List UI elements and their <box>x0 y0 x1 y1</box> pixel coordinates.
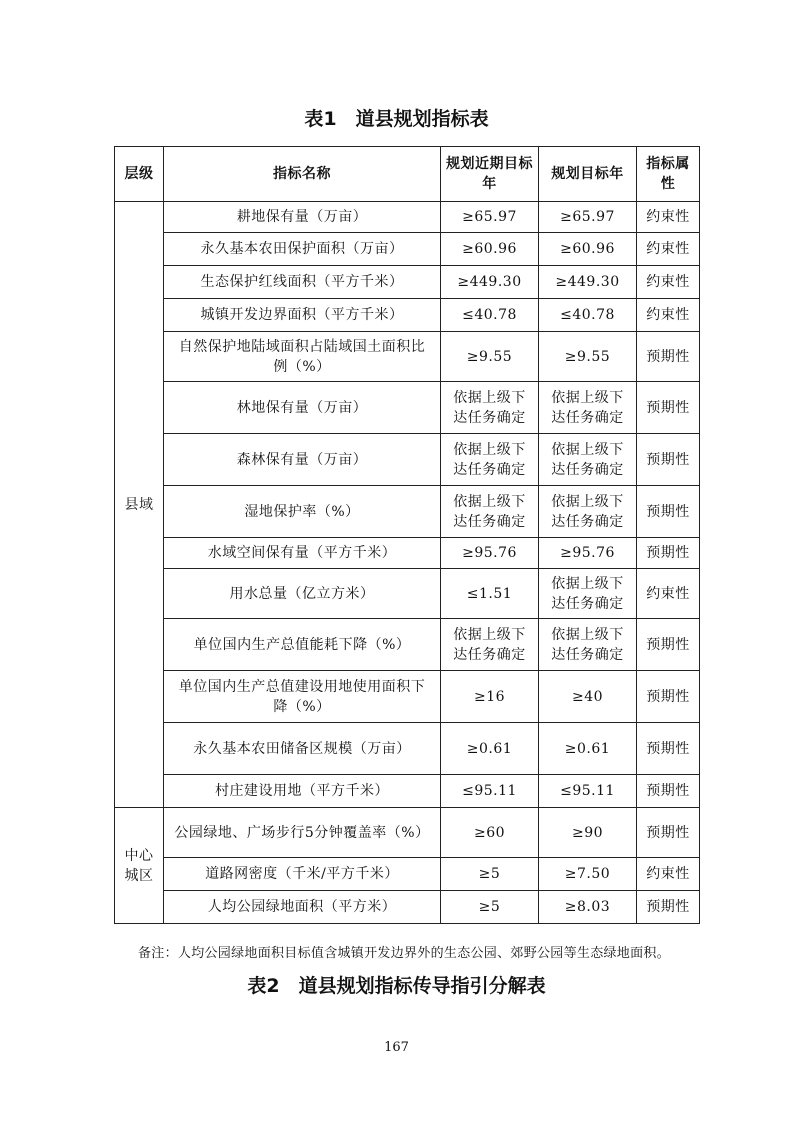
cell-attr: 预期性 <box>637 538 700 569</box>
cell-near: ≥5 <box>441 891 539 924</box>
cell-near: ≥60.96 <box>441 233 539 266</box>
cell-name: 人均公园绿地面积（平方米） <box>164 891 441 924</box>
cell-attr: 预期性 <box>637 382 700 434</box>
cell-attr: 预期性 <box>637 808 700 858</box>
table-row <box>115 723 700 775</box>
indicator-table <box>114 146 700 924</box>
cell-name: 公园绿地、广场步行5分钟覆盖率（%） <box>164 808 441 858</box>
cell-attr: 约束性 <box>637 202 700 233</box>
cell-target: ≥65.97 <box>539 202 637 233</box>
cell-attr: 约束性 <box>637 233 700 266</box>
cell-near: ≥95.76 <box>441 538 539 569</box>
cell-near: 依据上级下达任务确定 <box>441 434 539 486</box>
cell-attr: 预期性 <box>637 486 700 538</box>
cell-name: 城镇开发边界面积（平方千米） <box>164 299 441 332</box>
cell-near: 依据上级下达任务确定 <box>441 619 539 671</box>
cell-name: 耕地保有量（万亩） <box>164 202 441 233</box>
cell-name: 永久基本农田储备区规模（万亩） <box>164 723 441 775</box>
cell-near: ≥65.97 <box>441 202 539 233</box>
table-row <box>115 382 700 434</box>
header-target: 规划目标年 <box>539 147 637 202</box>
cell-target: ≥9.55 <box>539 332 637 382</box>
table-row <box>115 299 700 332</box>
cell-target: 依据上级下达任务确定 <box>539 434 637 486</box>
level-cell: 县域 <box>115 202 164 808</box>
cell-target: ≥40 <box>539 671 637 723</box>
cell-attr: 预期性 <box>637 775 700 808</box>
table2-title: 表2 道县规划指标传导指引分解表 <box>247 975 546 997</box>
cell-attr: 预期性 <box>637 891 700 924</box>
cell-near: 依据上级下达任务确定 <box>441 486 539 538</box>
cell-target: 依据上级下达任务确定 <box>539 569 637 619</box>
table-row <box>115 775 700 808</box>
cell-attr: 预期性 <box>637 332 700 382</box>
table-row <box>115 619 700 671</box>
table-row <box>115 202 700 233</box>
header-name: 指标名称 <box>164 147 441 202</box>
header-level: 层级 <box>115 147 164 202</box>
cell-attr: 预期性 <box>637 723 700 775</box>
cell-target: ≥8.03 <box>539 891 637 924</box>
cell-target: ≥90 <box>539 808 637 858</box>
cell-near: 依据上级下达任务确定 <box>441 382 539 434</box>
cell-name: 森林保有量（万亩） <box>164 434 441 486</box>
cell-attr: 约束性 <box>637 569 700 619</box>
cell-target: ≥0.61 <box>539 723 637 775</box>
header-attr: 指标属性 <box>637 147 700 202</box>
cell-name: 村庄建设用地（平方千米） <box>164 775 441 808</box>
cell-attr: 约束性 <box>637 299 700 332</box>
table-row <box>115 671 700 723</box>
cell-name: 水域空间保有量（平方千米） <box>164 538 441 569</box>
cell-attr: 预期性 <box>637 434 700 486</box>
table-row <box>115 486 700 538</box>
level-cell: 中心城区 <box>115 808 164 924</box>
table-row <box>115 332 700 382</box>
table-row <box>115 538 700 569</box>
cell-target: ≥60.96 <box>539 233 637 266</box>
table-row <box>115 434 700 486</box>
cell-attr: 约束性 <box>637 266 700 299</box>
cell-name: 道路网密度（千米/平方千米） <box>164 858 441 891</box>
cell-name: 自然保护地陆域面积占陆域国土面积比例（%） <box>164 332 441 382</box>
header-near: 规划近期目标年 <box>441 147 539 202</box>
cell-near: ≥449.30 <box>441 266 539 299</box>
cell-name: 生态保护红线面积（平方千米） <box>164 266 441 299</box>
cell-near: ≤40.78 <box>441 299 539 332</box>
cell-name: 湿地保护率（%） <box>164 486 441 538</box>
table-row <box>115 569 700 619</box>
cell-near: ≥60 <box>441 808 539 858</box>
cell-near: ≥9.55 <box>441 332 539 382</box>
cell-near: ≥5 <box>441 858 539 891</box>
cell-name: 用水总量（亿立方米） <box>164 569 441 619</box>
cell-target: ≥449.30 <box>539 266 637 299</box>
cell-target: 依据上级下达任务确定 <box>539 486 637 538</box>
cell-target: ≥7.50 <box>539 858 637 891</box>
table-row <box>115 266 700 299</box>
cell-name: 永久基本农田保护面积（万亩） <box>164 233 441 266</box>
table-row <box>115 233 700 266</box>
cell-near: ≤1.51 <box>441 569 539 619</box>
cell-name: 单位国内生产总值能耗下降（%） <box>164 619 441 671</box>
cell-name: 单位国内生产总值建设用地使用面积下降（%） <box>164 671 441 723</box>
cell-attr: 预期性 <box>637 619 700 671</box>
table-row <box>115 891 700 924</box>
cell-attr: 约束性 <box>637 858 700 891</box>
table-body <box>115 202 700 924</box>
table-note: 备注：人均公园绿地面积目标值含城镇开发边界外的生态公园、郊野公园等生态绿地面积。 <box>138 946 671 961</box>
table1-title: 表1 道县规划指标表 <box>304 108 489 130</box>
table-row <box>115 808 700 858</box>
cell-target: 依据上级下达任务确定 <box>539 382 637 434</box>
cell-near: ≥0.61 <box>441 723 539 775</box>
cell-name: 林地保有量（万亩） <box>164 382 441 434</box>
cell-near: ≤95.11 <box>441 775 539 808</box>
header-row <box>115 147 700 202</box>
cell-attr: 预期性 <box>637 671 700 723</box>
page-number: 167 <box>384 1040 409 1055</box>
table-row <box>115 858 700 891</box>
cell-target: ≥95.76 <box>539 538 637 569</box>
cell-near: ≥16 <box>441 671 539 723</box>
cell-target: ≤40.78 <box>539 299 637 332</box>
cell-target: ≤95.11 <box>539 775 637 808</box>
cell-target: 依据上级下达任务确定 <box>539 619 637 671</box>
